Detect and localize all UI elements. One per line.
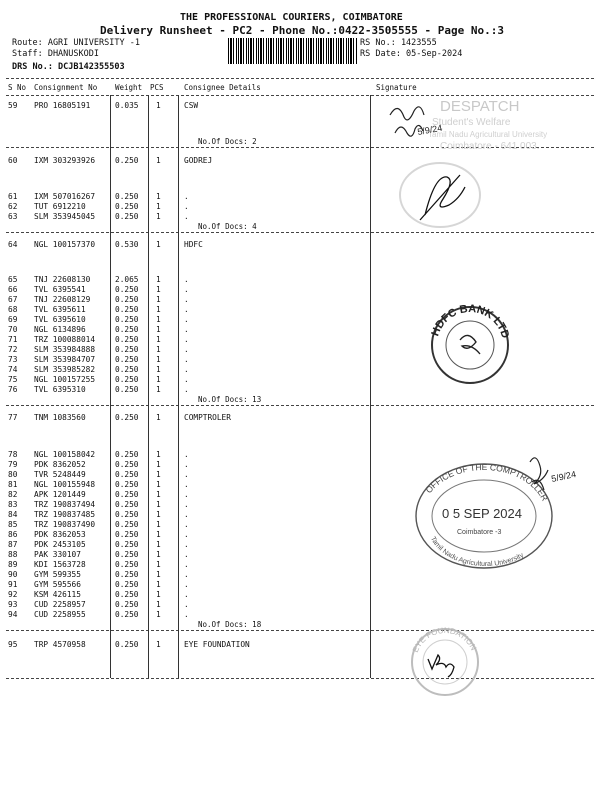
- cell-pcs: 1: [156, 385, 161, 394]
- cell-con: PAK 330107: [34, 550, 81, 559]
- column-line: [110, 147, 111, 232]
- rs-no: RS No.: 1423555: [360, 38, 437, 48]
- cell-pcs: 1: [156, 365, 161, 374]
- cell-pcs: 1: [156, 560, 161, 569]
- cell-wt: 0.250: [115, 325, 139, 334]
- cell-det: EYE FOUNDATION: [184, 640, 250, 649]
- divider: [6, 232, 594, 233]
- cell-sno: 86: [8, 530, 18, 539]
- cell-det: .: [184, 385, 189, 394]
- divider: [6, 78, 594, 79]
- column-line: [178, 232, 179, 405]
- cell-sno: 76: [8, 385, 18, 394]
- cell-sno: 72: [8, 345, 18, 354]
- cell-sno: 83: [8, 500, 18, 509]
- cell-pcs: 1: [156, 375, 161, 384]
- cell-wt: 0.250: [115, 365, 139, 374]
- divider: [6, 678, 594, 679]
- cell-sno: 81: [8, 480, 18, 489]
- cell-sno: 66: [8, 285, 18, 294]
- cell-sno: 90: [8, 570, 18, 579]
- column-line: [178, 630, 179, 678]
- cell-con: SLM 353945045: [34, 212, 96, 221]
- cell-wt: 0.250: [115, 480, 139, 489]
- header-sno: S No: [8, 83, 27, 92]
- cell-pcs: 1: [156, 490, 161, 499]
- cell-con: NGL 100158042: [34, 450, 96, 459]
- table-header: [0, 83, 600, 93]
- cell-det: .: [184, 365, 189, 374]
- cell-wt: 0.250: [115, 355, 139, 364]
- cell-con: TRZ 190837485: [34, 510, 96, 519]
- cell-wt: 0.250: [115, 600, 139, 609]
- cell-con: TVR 5248449: [34, 470, 86, 479]
- cell-wt: 0.035: [115, 101, 139, 110]
- cell-pcs: 1: [156, 470, 161, 479]
- cell-pcs: 1: [156, 580, 161, 589]
- table-row: [0, 240, 600, 250]
- hdfc-stamp-text: HDFC BANK LTD: [429, 302, 512, 340]
- cell-pcs: 1: [156, 600, 161, 609]
- godrej-signature: [395, 160, 485, 230]
- company-title: THE PROFESSIONAL COURIERS, COIMBATORE: [180, 12, 403, 23]
- comptroller-stamp-city: Coimbatore -3: [457, 529, 502, 536]
- cell-det: .: [184, 315, 189, 324]
- cell-wt: 0.250: [115, 156, 139, 165]
- cell-det: .: [184, 580, 189, 589]
- cell-wt: 0.250: [115, 202, 139, 211]
- cell-sno: 65: [8, 275, 18, 284]
- cell-wt: 0.250: [115, 560, 139, 569]
- signature-date: 5/9/24: [550, 468, 577, 484]
- cell-det: .: [184, 570, 189, 579]
- signature-scribble: [460, 335, 480, 354]
- cell-det: .: [184, 500, 189, 509]
- divider: [6, 405, 594, 406]
- table-row: [0, 413, 600, 423]
- signature-date: 5/9/24: [416, 122, 443, 137]
- cell-pcs: 1: [156, 240, 161, 249]
- cell-det: .: [184, 305, 189, 314]
- cell-wt: 0.250: [115, 540, 139, 549]
- cell-con: SLM 353985282: [34, 365, 96, 374]
- cell-wt: 0.250: [115, 315, 139, 324]
- cell-con: GYM 599355: [34, 570, 81, 579]
- docs-count: No.Of Docs: 2: [198, 137, 257, 146]
- cell-sno: 77: [8, 413, 18, 422]
- cell-con: TRP 4570958: [34, 640, 86, 649]
- cell-sno: 61: [8, 192, 18, 201]
- cell-wt: 0.250: [115, 640, 139, 649]
- header-consignment: Consignment No: [34, 83, 98, 92]
- column-line: [370, 232, 371, 405]
- despatch-stamp-line: Tamil Nadu Agricultural University: [428, 130, 548, 139]
- cell-con: TRZ 100088014: [34, 335, 96, 344]
- rs-date: RS Date: 05-Sep-2024: [360, 49, 463, 59]
- cell-det: .: [184, 520, 189, 529]
- cell-det: .: [184, 335, 189, 344]
- staff: Staff: DHANUSKODI: [12, 49, 99, 59]
- cell-con: TVL 6395310: [34, 385, 86, 394]
- table-row: [0, 202, 600, 212]
- cell-det: .: [184, 480, 189, 489]
- cell-sno: 80: [8, 470, 18, 479]
- cell-det: .: [184, 600, 189, 609]
- cell-wt: 0.250: [115, 375, 139, 384]
- cell-det: .: [184, 490, 189, 499]
- despatch-stamp-line: Student's Welfare: [432, 117, 511, 128]
- cell-con: KDI 1563728: [34, 560, 86, 569]
- cell-sno: 92: [8, 590, 18, 599]
- cell-wt: 0.250: [115, 500, 139, 509]
- cell-sno: 63: [8, 212, 18, 221]
- cell-wt: 0.250: [115, 530, 139, 539]
- cell-pcs: 1: [156, 550, 161, 559]
- cell-pcs: 1: [156, 570, 161, 579]
- docs-count: No.Of Docs: 13: [198, 395, 262, 404]
- table-row: [0, 212, 600, 222]
- cell-con: TNJ 22608129: [34, 295, 91, 304]
- cell-con: PDK 8362053: [34, 530, 86, 539]
- cell-con: TRZ 190837490: [34, 520, 96, 529]
- table-row: [0, 192, 600, 202]
- cell-sno: 73: [8, 355, 18, 364]
- signature-scribble: [428, 655, 454, 677]
- column-line: [178, 95, 179, 147]
- column-line: [148, 95, 149, 147]
- cell-pcs: 1: [156, 101, 161, 110]
- cell-det: .: [184, 345, 189, 354]
- cell-wt: 2.065: [115, 275, 139, 284]
- cell-sno: 62: [8, 202, 18, 211]
- eye-stamp-text: EYE FOUNDATION: [410, 625, 479, 654]
- cell-pcs: 1: [156, 640, 161, 649]
- cell-con: TNM 1083560: [34, 413, 86, 422]
- signature-scribble: [420, 175, 465, 220]
- cell-pcs: 1: [156, 500, 161, 509]
- column-line: [148, 232, 149, 405]
- despatch-stamp: [370, 95, 595, 155]
- table-row: [0, 156, 600, 166]
- cell-sno: 71: [8, 335, 18, 344]
- cell-wt: 0.250: [115, 550, 139, 559]
- header-details: Consignee Details: [184, 83, 261, 92]
- cell-con: SLM 353984888: [34, 345, 96, 354]
- cell-det: .: [184, 590, 189, 599]
- cell-con: KSM 426115: [34, 590, 81, 599]
- cell-sno: 68: [8, 305, 18, 314]
- cell-wt: 0.250: [115, 490, 139, 499]
- table-row: [0, 275, 600, 285]
- cell-pcs: 1: [156, 510, 161, 519]
- header-signature: Signature: [376, 83, 417, 92]
- cell-wt: 0.530: [115, 240, 139, 249]
- cell-det: .: [184, 450, 189, 459]
- stamp-ring: [446, 321, 494, 369]
- cell-wt: 0.250: [115, 192, 139, 201]
- cell-pcs: 1: [156, 520, 161, 529]
- table-row: [0, 285, 600, 295]
- cell-con: NGL 100155948: [34, 480, 96, 489]
- cell-sno: 75: [8, 375, 18, 384]
- cell-sno: 94: [8, 610, 18, 619]
- cell-det: .: [184, 610, 189, 619]
- cell-con: SLM 353984707: [34, 355, 96, 364]
- cell-det: COMPTROLER: [184, 413, 231, 422]
- column-line: [110, 405, 111, 630]
- cell-wt: 0.250: [115, 212, 139, 221]
- column-line: [178, 405, 179, 630]
- cell-wt: 0.250: [115, 460, 139, 469]
- cell-con: PDK 2453105: [34, 540, 86, 549]
- faint-stamp: [400, 163, 480, 227]
- cell-sno: 85: [8, 520, 18, 529]
- table-row: [0, 600, 600, 610]
- header-pcs: PCS: [150, 83, 164, 92]
- cell-wt: 0.250: [115, 520, 139, 529]
- divider: [6, 630, 594, 631]
- cell-con: NGL 100157255: [34, 375, 96, 384]
- cell-con: GYM 595566: [34, 580, 81, 589]
- cell-con: TVL 6395610: [34, 315, 86, 324]
- cell-pcs: 1: [156, 540, 161, 549]
- cell-sno: 93: [8, 600, 18, 609]
- cell-det: .: [184, 550, 189, 559]
- eye-foundation-stamp: [400, 625, 490, 700]
- hdfc-stamp: [425, 300, 515, 390]
- cell-sno: 87: [8, 540, 18, 549]
- cell-sno: 64: [8, 240, 18, 249]
- cell-det: .: [184, 560, 189, 569]
- cell-pcs: 1: [156, 275, 161, 284]
- cell-wt: 0.250: [115, 345, 139, 354]
- cell-det: GODREJ: [184, 156, 213, 165]
- cell-wt: 0.250: [115, 385, 139, 394]
- despatch-stamp-line: Coimbatore - 641 003.: [440, 141, 540, 152]
- cell-wt: 0.250: [115, 510, 139, 519]
- cell-wt: 0.250: [115, 295, 139, 304]
- header-weight: Weight: [115, 83, 143, 92]
- cell-sno: 84: [8, 510, 18, 519]
- cell-det: .: [184, 460, 189, 469]
- cell-sno: 78: [8, 450, 18, 459]
- docs-count: No.Of Docs: 18: [198, 620, 262, 629]
- route: Route: AGRI UNIVERSITY -1: [12, 38, 140, 48]
- cell-sno: 74: [8, 365, 18, 374]
- column-line: [370, 147, 371, 232]
- comptroller-stamp-date: 0 5 SEP 2024: [442, 506, 522, 521]
- column-line: [148, 630, 149, 678]
- drs-no: DRS No.: DCJB142355503: [12, 62, 125, 72]
- comptroller-stamp-bottom: Tamil Nadu Agricultural University: [428, 535, 525, 569]
- cell-det: .: [184, 530, 189, 539]
- cell-det: .: [184, 325, 189, 334]
- cell-con: CUD 2258957: [34, 600, 86, 609]
- cell-det: .: [184, 470, 189, 479]
- cell-det: .: [184, 355, 189, 364]
- cell-con: PRO 16805191: [34, 101, 91, 110]
- cell-wt: 0.250: [115, 335, 139, 344]
- column-line: [370, 405, 371, 630]
- cell-sno: 88: [8, 550, 18, 559]
- cell-con: TNJ 22608130: [34, 275, 91, 284]
- cell-det: .: [184, 285, 189, 294]
- table-row: [0, 590, 600, 600]
- cell-sno: 69: [8, 315, 18, 324]
- cell-con: NGL 100157370: [34, 240, 96, 249]
- cell-con: IXM 303293926: [34, 156, 96, 165]
- cell-sno: 95: [8, 640, 18, 649]
- cell-con: TRZ 190837494: [34, 500, 96, 509]
- table-row: [0, 640, 600, 650]
- cell-det: .: [184, 202, 189, 211]
- cell-wt: 0.250: [115, 580, 139, 589]
- cell-sno: 89: [8, 560, 18, 569]
- cell-pcs: 1: [156, 610, 161, 619]
- cell-con: TVL 6395611: [34, 305, 86, 314]
- despatch-stamp-title: DESPATCH: [440, 98, 520, 115]
- cell-wt: 0.250: [115, 610, 139, 619]
- cell-det: .: [184, 295, 189, 304]
- cell-wt: 0.250: [115, 305, 139, 314]
- cell-wt: 0.250: [115, 590, 139, 599]
- comptroller-stamp-top: OFFICE OF THE COMPTROLLER: [423, 462, 551, 503]
- column-line: [148, 147, 149, 232]
- cell-wt: 0.250: [115, 285, 139, 294]
- column-line: [370, 630, 371, 678]
- cell-con: CUD 2258955: [34, 610, 86, 619]
- cell-pcs: 1: [156, 212, 161, 221]
- cell-con: APK 1201449: [34, 490, 86, 499]
- cell-pcs: 1: [156, 335, 161, 344]
- docs-count: No.Of Docs: 4: [198, 222, 257, 231]
- cell-con: TVL 6395541: [34, 285, 86, 294]
- cell-pcs: 1: [156, 355, 161, 364]
- cell-pcs: 1: [156, 192, 161, 201]
- cell-pcs: 1: [156, 295, 161, 304]
- cell-det: .: [184, 375, 189, 384]
- cell-pcs: 1: [156, 345, 161, 354]
- cell-det: HDFC: [184, 240, 203, 249]
- column-line: [178, 147, 179, 232]
- cell-det: CSW: [184, 101, 199, 110]
- cell-det: .: [184, 192, 189, 201]
- cell-con: PDK 8362052: [34, 460, 86, 469]
- runsheet-title: Delivery Runsheet - PC2 - Phone No.:0422-3505555 - Page No.:3: [100, 24, 504, 37]
- cell-pcs: 1: [156, 460, 161, 469]
- cell-sno: 79: [8, 460, 18, 469]
- cell-pcs: 1: [156, 156, 161, 165]
- cell-pcs: 1: [156, 530, 161, 539]
- cell-pcs: 1: [156, 413, 161, 422]
- cell-det: .: [184, 275, 189, 284]
- cell-con: TUT 6912210: [34, 202, 86, 211]
- table-row: [0, 580, 600, 590]
- cell-wt: 0.250: [115, 413, 139, 422]
- cell-wt: 0.250: [115, 470, 139, 479]
- column-line: [110, 232, 111, 405]
- cell-pcs: 1: [156, 325, 161, 334]
- cell-det: .: [184, 510, 189, 519]
- column-line: [110, 95, 111, 147]
- cell-wt: 0.250: [115, 450, 139, 459]
- column-line: [148, 405, 149, 630]
- barcode: [228, 38, 358, 64]
- cell-pcs: 1: [156, 480, 161, 489]
- cell-sno: 82: [8, 490, 18, 499]
- cell-wt: 0.250: [115, 570, 139, 579]
- cell-con: IXM 507016267: [34, 192, 96, 201]
- cell-det: .: [184, 212, 189, 221]
- comptroller-stamp: [412, 452, 598, 574]
- cell-sno: 67: [8, 295, 18, 304]
- table-row: [0, 610, 600, 620]
- cell-sno: 59: [8, 101, 18, 110]
- column-line: [110, 630, 111, 678]
- cell-sno: 70: [8, 325, 18, 334]
- cell-con: NGL 6134896: [34, 325, 86, 334]
- cell-sno: 91: [8, 580, 18, 589]
- cell-pcs: 1: [156, 315, 161, 324]
- cell-pcs: 1: [156, 202, 161, 211]
- cell-sno: 60: [8, 156, 18, 165]
- cell-pcs: 1: [156, 450, 161, 459]
- cell-pcs: 1: [156, 285, 161, 294]
- cell-pcs: 1: [156, 590, 161, 599]
- cell-det: .: [184, 540, 189, 549]
- cell-pcs: 1: [156, 305, 161, 314]
